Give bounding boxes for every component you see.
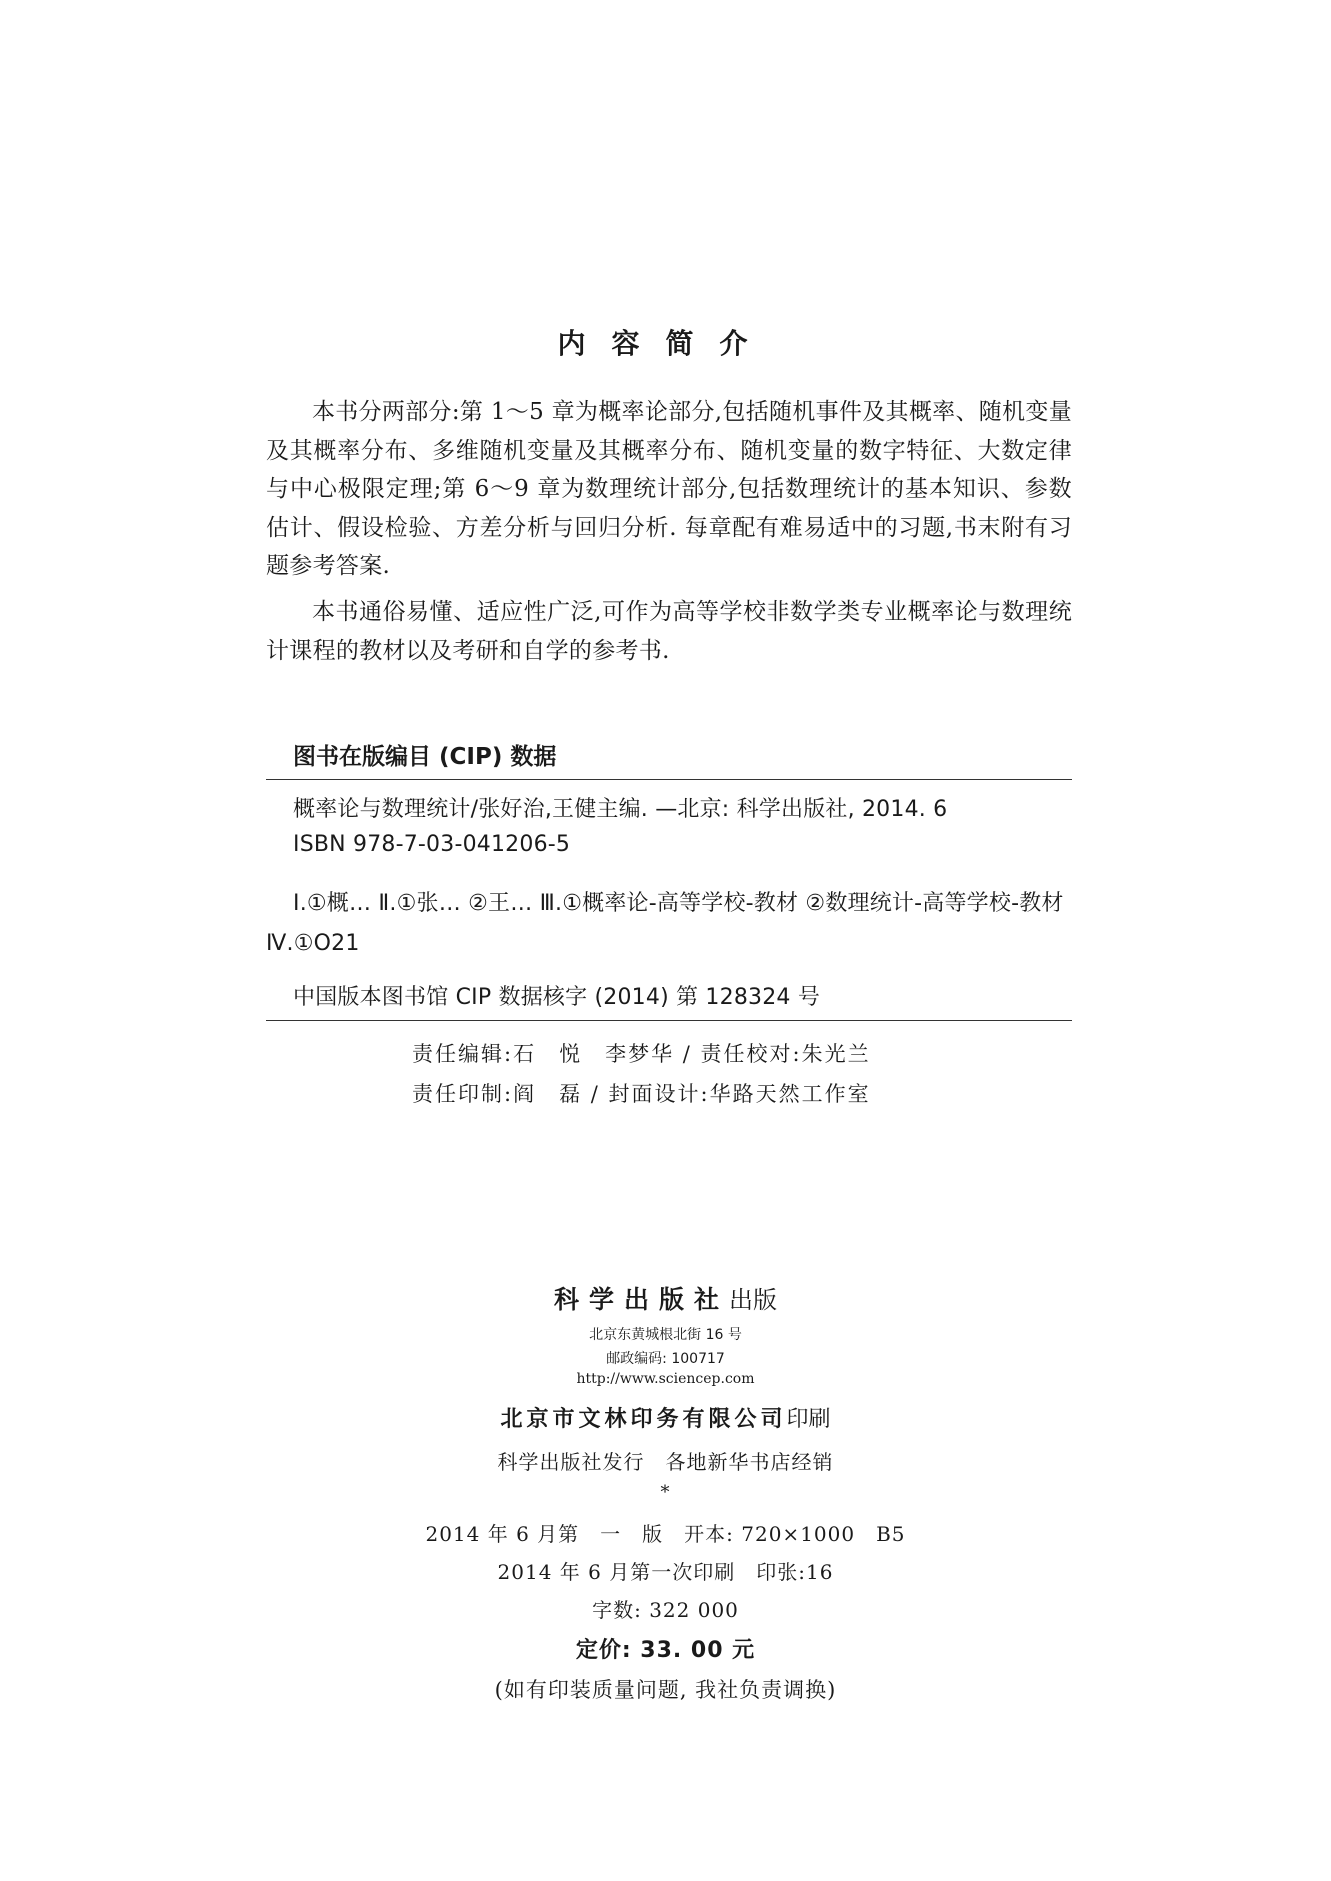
publisher-url: http://www.sciencep.com	[576, 1371, 755, 1387]
publisher-postcode: 邮政编码: 100717	[606, 1351, 725, 1367]
intro-title: 内容简介	[557, 327, 774, 360]
price: 定价: 33. 00 元	[575, 1638, 756, 1663]
cip-record-number: 中国版本图书馆 CIP 数据核字 (2014) 第 128324 号	[293, 985, 821, 1010]
quality-notice: (如有印装质量问题, 我社负责调换)	[494, 1678, 837, 1702]
intro-paragraph-2: 本书通俗易懂、适应性广泛,可作为高等学校非数学类专业概率论与数理统计课程的教材以及考研和自学的参考书.	[266, 599, 1072, 664]
cip-isbn: ISBN 978-7-03-041206-5	[293, 832, 571, 857]
publisher-line	[0, 1280, 1331, 1316]
edition-line: 2014 年 6 月第 一 版 开本: 720×1000 B5	[425, 1522, 906, 1546]
printing-line: 2014 年 6 月第一次印刷 印张:16	[497, 1560, 834, 1584]
editors-line-2: 责任印制:阎 磊 / 封面设计:华路天然工作室	[412, 1082, 871, 1106]
printer-suffix: 印刷	[786, 1407, 831, 1432]
cip-classification: Ⅰ.①概… Ⅱ.①张… ②王… Ⅲ.①概率论-高等学校-教材 ②数理统计-高等学校-教材 Ⅳ.①O21	[266, 891, 1064, 956]
publisher-suffix: 出版	[729, 1286, 777, 1314]
cip-title-line: 概率论与数理统计/张好治,王健主编. —北京: 科学出版社, 2014. 6	[293, 797, 948, 822]
publisher-address: 北京东黄城根北街 16 号	[589, 1327, 742, 1343]
word-count: 字数: 322 000	[592, 1598, 739, 1622]
intro-paragraph-1: 本书分两部分:第 1～5 章为概率论部分,包括随机事件及其概率、随机变量及其概率分布、多维随机变量及其概率分布、随机变量的数字特征、大数定律与中心极限定理;第 6～9 章为数理统计部分,包括数理统计的基本知识、参数估计、假设检验、方差分析与回归分析. 每章配有难易适中的习题,书末附有习题参考答案.	[266, 399, 1072, 579]
cip-top-rule	[266, 779, 1072, 780]
printer-line	[0, 1402, 1331, 1433]
publisher-name: 科学出版社	[553, 1285, 729, 1314]
printer-name: 北京市文林印务有限公司	[500, 1406, 787, 1432]
cip-bottom-rule	[266, 1020, 1072, 1021]
editors-line-1: 责任编辑:石 悦 李梦华 / 责任校对:朱光兰	[412, 1042, 871, 1066]
distribution-line: 科学出版社发行 各地新华书店经销	[497, 1450, 834, 1474]
separator-star: *	[660, 1482, 671, 1503]
cip-heading: 图书在版编目 (CIP) 数据	[293, 744, 557, 770]
